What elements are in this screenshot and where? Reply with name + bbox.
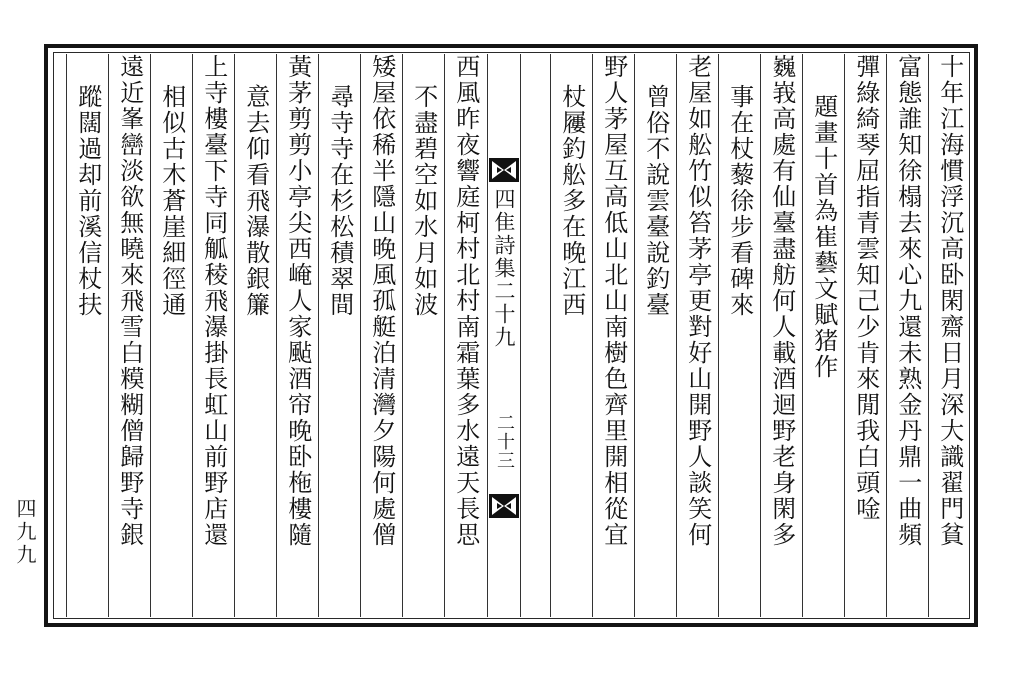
text-column-l2 (402, 54, 444, 617)
text-line: 曾俗不說雲臺說釣臺 (641, 84, 670, 318)
text-column-r8 (634, 54, 676, 617)
text-line: 彈綠綺琴屈指青雲知己少肯來閒我白頭唫 (851, 54, 880, 522)
page-number: 四九九 (13, 498, 37, 567)
text-column-r7 (676, 54, 718, 617)
text-column-l1 (444, 54, 486, 617)
text-column-l4 (318, 54, 360, 617)
text-column-r10 (550, 54, 592, 617)
text-line: 野人茅屋互高低山北山南樹色齊里開相從宜 (599, 54, 628, 548)
text-line: 相似古木蒼崖細徑通 (157, 84, 186, 318)
fish-tail-mark-icon (489, 494, 519, 518)
text-line: 矮屋依稀半隱山晚風孤艇泊清灣夕陽何處僧 (367, 54, 396, 548)
text-line: 黃茅剪剪小亭尖西崦人家颭酒帘晚卧柂樓隨 (283, 54, 312, 548)
text-column-r9 (592, 54, 634, 617)
text-column-l8 (150, 54, 192, 617)
text-line: 西風昨夜響庭柯村北村南霜葉多水遠天長思 (451, 54, 480, 548)
center-fold (487, 54, 521, 617)
fold-page-number: 二十三 (494, 413, 515, 470)
text-line: 巍峩高處有仙臺盡舫何人載酒迴野老身閑多 (767, 54, 796, 548)
text-column-l5 (276, 54, 318, 617)
text-line: 老屋如舩竹似笞茅亭更對好山開野人談笑何 (683, 54, 712, 548)
text-line: 十年江海慣浮沉高卧閑齋日月深大識翟門貧 (935, 54, 964, 548)
text-line: 尋寺寺在杉松積翠間 (325, 84, 354, 318)
text-column-l10 (66, 54, 108, 617)
text-column-l9 (108, 54, 150, 617)
text-line: 事在杖藜徐步看碑來 (725, 84, 754, 318)
text-column-r1 (928, 54, 970, 617)
text-line: 杖屨釣舩多在晚江西 (557, 84, 586, 318)
text-line: 上寺樓臺下寺同觚稜飛瀑掛長虹山前野店還 (199, 54, 228, 548)
book-title: 四隹詩集二十九 (492, 188, 516, 349)
text-line: 不盡碧空如水月如波 (409, 84, 438, 318)
text-column-l3 (360, 54, 402, 617)
text-line: 遠近峯巒淡欲無曉來飛雪白糢糊僧歸野寺銀 (115, 54, 144, 548)
text-column-r6 (718, 54, 760, 617)
text-column-r2 (886, 54, 928, 617)
text-column-l6 (234, 54, 276, 617)
text-column-r3 (844, 54, 886, 617)
text-column-r5 (760, 54, 802, 617)
text-column-l7 (192, 54, 234, 617)
fish-tail-mark-icon (489, 158, 519, 182)
text-line: 蹤闊過却前溪信杖扶 (73, 84, 102, 318)
text-line: 富態誰知徐榻去來心九還未熟金丹鼎一曲頻 (893, 54, 922, 548)
poem-title: 題畫十首為崔藝文賦猪作 (809, 94, 838, 380)
text-line: 意去仰看飛瀑散銀簾 (241, 84, 270, 318)
poem-title-column (802, 54, 844, 617)
